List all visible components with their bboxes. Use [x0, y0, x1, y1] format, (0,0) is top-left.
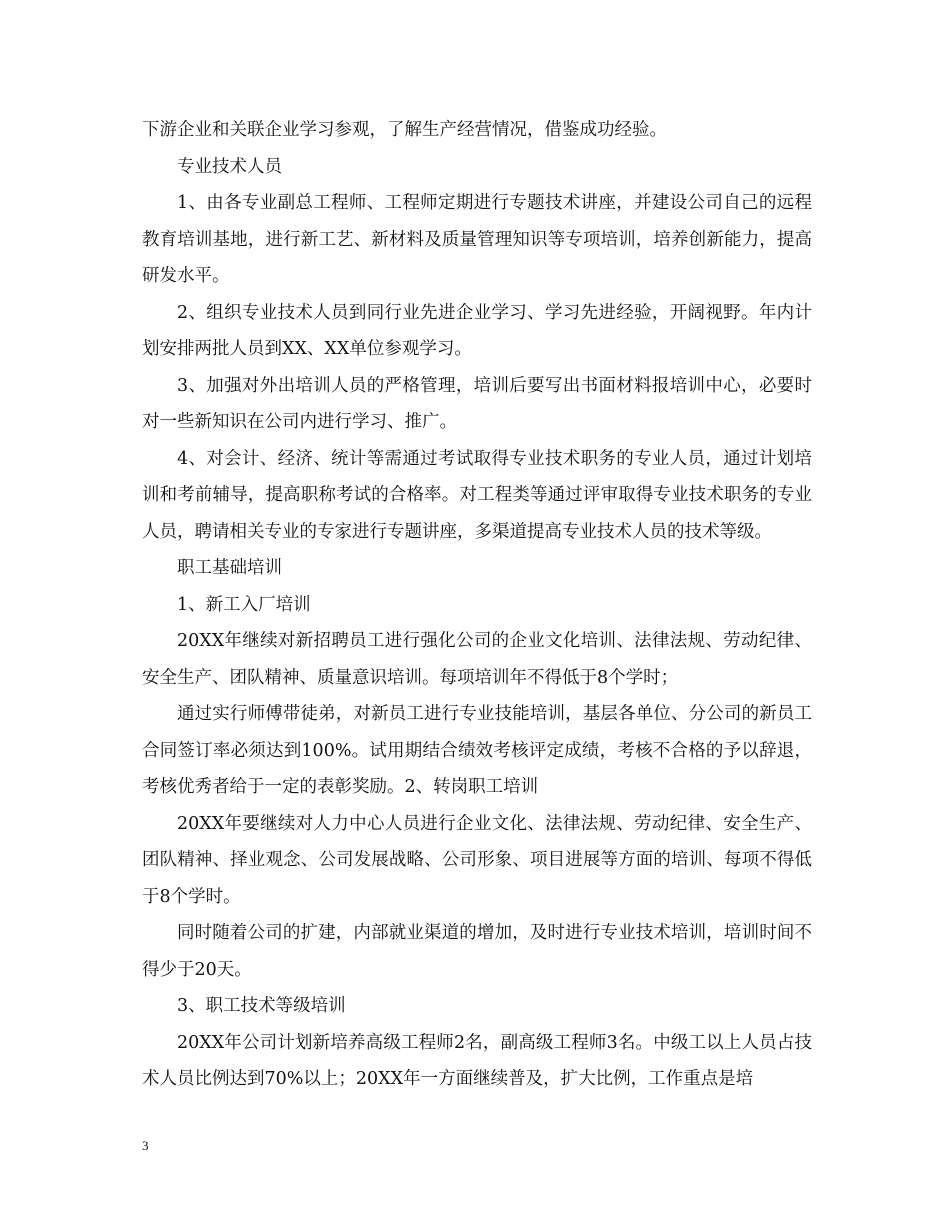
subsection-heading: 1、新工入厂培训 — [177, 594, 311, 615]
page-number: 3 — [142, 1138, 149, 1153]
paragraph: 4、对会计、经济、统计等需通过考试取得专业技术职务的专业人员，通过计划培训和考前辅导，提高职称考试的合格率。对工程类等通过评审取得专业技术职务的专业人员，聘请相关专业的专家进行专题讲座，多渠道提高专业技术人员的技术等级。 — [142, 448, 812, 542]
paragraph: 同时随着公司的扩建，内部就业渠道的增加，及时进行专业技术培训，培训时间不得少于20天。 — [142, 923, 812, 980]
subsection-heading: 3、职工技术等级培训 — [177, 996, 346, 1016]
paragraph: 下游企业和关联企业学习参观，了解生产经营情况，借鉴成功经验。 — [142, 120, 667, 140]
paragraph: 1、由各专业副总工程师、工程师定期进行专题技术讲座，并建设公司自己的远程教育培训基地，进行新工艺、新材料及质量管理知识等专项培训，培养创新能力，提高研发水平。 — [142, 193, 812, 286]
paragraph: 3、加强对外出培训人员的严格管理，培训后要写出书面材料报培训中心，必要时对一些新知识在公司内进行学习、推广。 — [142, 375, 812, 432]
document-body — [142, 112, 812, 1098]
section-heading: 职工基础培训 — [177, 558, 282, 578]
paragraph: 20XX年公司计划新培养高级工程师2名，副高级工程师3名。中级工以上人员占技术人员比例达到70%以上；20XX年一方面继续普及，扩大比例，工作重点是培 — [142, 1032, 812, 1089]
paragraph: 20XX年要继续对人力中心人员进行企业文化、法律法规、劳动纪律、安全生产、团队精神、择业观念、公司发展战略、公司形象、项目进展等方面的培训、每项不得低于8个学时。 — [142, 813, 812, 907]
section-heading: 专业技术人员 — [177, 156, 282, 177]
paragraph: 通过实行师傅带徒弟，对新员工进行专业技能培训，基层各单位、分公司的新员工合同签订率必须达到100%。试用期结合绩效考核评定成绩，考核不合格的予以辞退，考核优秀者给于一定的表彰奖励。2、转岗职工培训 — [142, 704, 812, 797]
paragraph: 2、组织专业技术人员到同行业先进企业学习、学习先进经验，开阔视野。年内计划安排两批人员到XX、XX单位参观学习。 — [142, 302, 812, 359]
paragraph: 20XX年继续对新招聘员工进行强化公司的企业文化培训、法律法规、劳动纪律、安全生产、团队精神、质量意识培训。每项培训年不得低于8个学时； — [142, 631, 812, 688]
